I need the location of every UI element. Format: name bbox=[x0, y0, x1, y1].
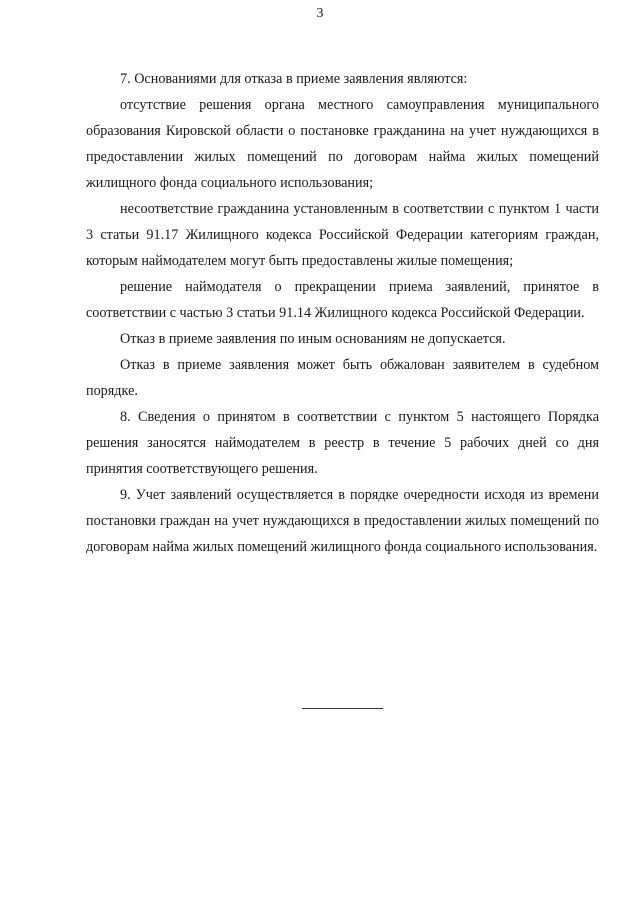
page-number: 3 bbox=[316, 6, 324, 21]
document-body bbox=[86, 66, 599, 560]
paragraph-refusal-ground-2: несоответствие гражданина установленным в соответствии с пунктом 1 части 3 статьи 91.17 Жилищного кодекса Российской Федерации категориям граждан, которым наймодателем могут быть предоставлены жилые помещения; bbox=[86, 201, 599, 269]
paragraph-refusal-ground-3: решение наймодателя о прекращении приема заявлений, принятое в соответствии с частью 3 статьи 91.14 Жилищного кодекса Российской Федерации. bbox=[86, 279, 599, 321]
paragraph-refusal-ground-1: отсутствие решения органа местного самоуправления муниципального образования Кировской области о постановке гражданина на учет нуждающихся в предоставлении жилых помещений по договорам найма жилых помещений жилищного фонда социального использования; bbox=[86, 97, 599, 191]
paragraph-7-heading: 7. Основаниями для отказа в приеме заявления являются: bbox=[120, 71, 468, 87]
end-divider bbox=[302, 708, 383, 709]
paragraph-9: 9. Учет заявлений осуществляется в порядке очередности исходя из времени постановки граждан на учет нуждающихся в предоставлении жилых помещений по договорам найма жилых помещений жилищного фонда социального использования. bbox=[86, 487, 599, 555]
paragraph-appeal: Отказ в приеме заявления может быть обжалован заявителем в судебном порядке. bbox=[86, 357, 599, 399]
paragraph-8: 8. Сведения о принятом в соответствии с пунктом 5 настоящего Порядка решения заносятся наймодателем в реестр в течение 5 рабочих дней со дня принятия соответствующего решения. bbox=[86, 409, 599, 477]
paragraph-other-grounds: Отказ в приеме заявления по иным основаниям не допускается. bbox=[120, 331, 506, 347]
